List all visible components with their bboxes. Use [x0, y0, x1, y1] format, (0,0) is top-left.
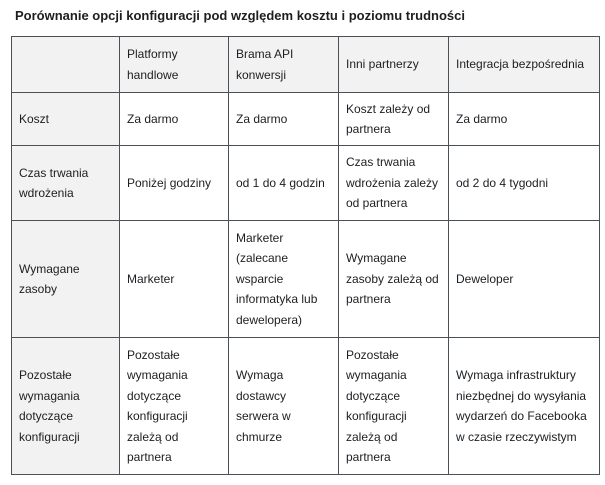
header-cell-brama-api: Brama API konwersji	[229, 37, 339, 93]
table-row	[12, 146, 600, 221]
table-cell: Marketer (zalecane wsparcie informatyka lub dewelopera)	[229, 221, 339, 338]
table-cell: Wymagane zasoby zależą od partnera	[339, 221, 449, 338]
table-cell: Za darmo	[229, 93, 339, 146]
header-cell-inni-partnerzy: Inni partnerzy	[339, 37, 449, 93]
table-cell: Poniżej godziny	[120, 146, 229, 221]
header-cell-empty	[12, 37, 120, 93]
table-cell: od 2 do 4 tygodni	[449, 146, 600, 221]
table-cell: Za darmo	[449, 93, 600, 146]
table-cell: Deweloper	[449, 221, 600, 338]
row-label-pozostale-wymagania: Pozostałe wymagania dotyczące konfiguracji	[12, 338, 120, 475]
table-cell: Wymaga infrastruktury niezbędnej do wysyłania wydarzeń do Facebooka w czasie rzeczywistym	[449, 338, 600, 475]
table-cell: Koszt zależy od partnera	[339, 93, 449, 146]
row-label-koszt: Koszt	[12, 93, 120, 146]
row-label-wymagane-zasoby: Wymagane zasoby	[12, 221, 120, 338]
table-header-row	[12, 37, 600, 93]
table-cell: Czas trwania wdrożenia zależy od partnera	[339, 146, 449, 221]
table-row	[12, 338, 600, 475]
row-label-czas-trwania: Czas trwania wdrożenia	[12, 146, 120, 221]
table-row	[12, 221, 600, 338]
page-title: Porównanie opcji konfiguracji pod względem kosztu i poziomu trudności	[15, 8, 465, 23]
table-cell: Pozostałe wymagania dotyczące konfiguracji zależą od partnera	[339, 338, 449, 475]
table-cell: Pozostałe wymagania dotyczące konfiguracji zależą od partnera	[120, 338, 229, 475]
header-cell-platformy: Platformy handlowe	[120, 37, 229, 93]
table-cell: Za darmo	[120, 93, 229, 146]
table-cell: od 1 do 4 godzin	[229, 146, 339, 221]
comparison-table	[11, 36, 600, 475]
table-row	[12, 93, 600, 146]
table-cell: Wymaga dostawcy serwera w chmurze	[229, 338, 339, 475]
header-cell-integracja: Integracja bezpośrednia	[449, 37, 600, 93]
table-cell: Marketer	[120, 221, 229, 338]
